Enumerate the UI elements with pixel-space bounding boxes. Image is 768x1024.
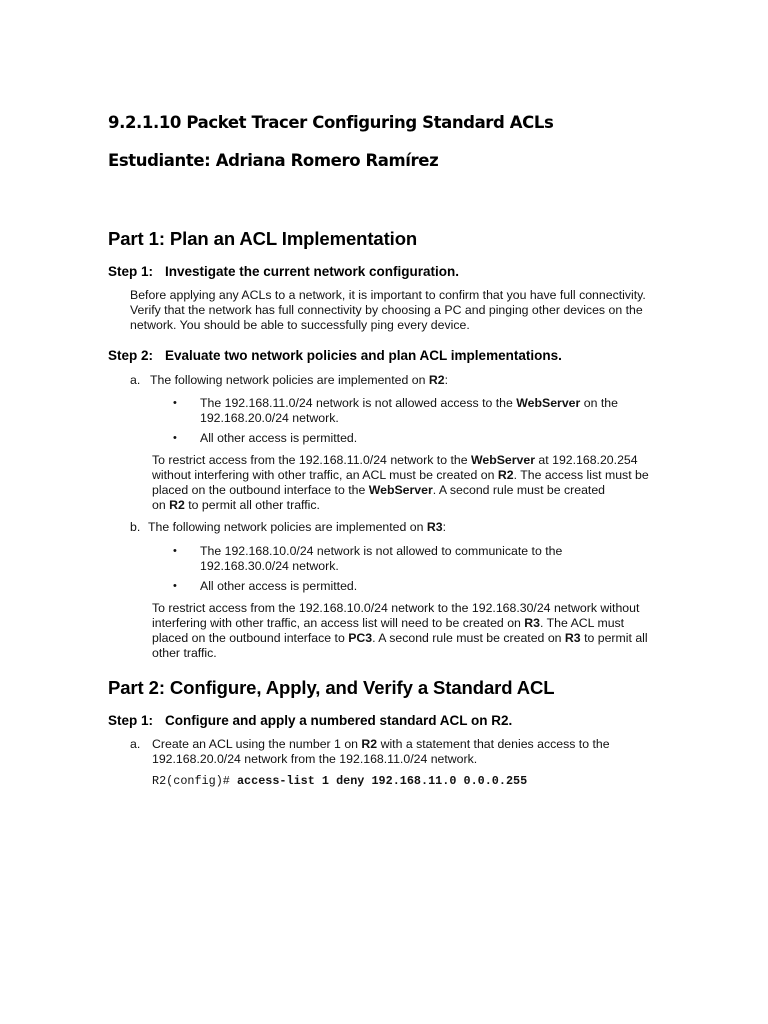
part1-step2-heading: [108, 348, 562, 363]
step-title: Evaluate two network policies and plan ACL implementations.: [165, 348, 562, 363]
paragraph-line: placed on the outbound interface to PC3. A second rule must be created on R3 to permit all: [152, 631, 648, 645]
paragraph-line: interfering with other traffic, an access list will need to be created on R3. The ACL must: [152, 616, 625, 630]
cli-command: access-list 1 deny 192.168.11.0 0.0.0.255: [229, 774, 528, 788]
list-text: The following network policies are implemented on R2:: [150, 373, 449, 387]
bullet-text: The 192.168.11.0/24 network is not allowed access to the WebServer on the 192.168.20.0/24 network.: [200, 396, 618, 425]
paragraph-line: To restrict access from the 192.168.10.0/24 network to the 192.168.30/24 network without: [152, 601, 640, 615]
list-item-a: [130, 373, 630, 388]
bullet-item: [173, 396, 633, 426]
cli-command-line: [152, 774, 527, 788]
part1-step2-b-paragraph: [152, 601, 648, 661]
paragraph-line: network. You should be able to successfully ping every device.: [130, 318, 470, 332]
list-label: a.: [130, 737, 141, 751]
cli-prompt: R2(config)#: [152, 774, 230, 788]
paragraph-line: Verify that the network has full connectivity by choosing a PC and pinging other devices on the: [130, 303, 643, 317]
bullet-text: The 192.168.10.0/24 network is not allowed to communicate to the 192.168.30.0/24 network.: [200, 544, 563, 573]
part1-step1-heading: [108, 264, 459, 279]
list-item-a: [130, 737, 630, 767]
bullet-item: [173, 431, 633, 446]
paragraph-line: Before applying any ACLs to a network, it is important to confirm that you have full connectivity.: [130, 288, 646, 302]
list-text: The following network policies are implemented on R3:: [148, 520, 447, 534]
part2-step1-heading: [108, 713, 512, 728]
paragraph-line: other traffic.: [152, 646, 217, 660]
bullet-icon: •: [173, 397, 177, 409]
part1-step1-paragraph: [130, 288, 646, 333]
paragraph-line: To restrict access from the 192.168.11.0/24 network to the WebServer at 192.168.20.254: [152, 453, 638, 467]
list-label: b.: [130, 520, 141, 534]
step-title: Investigate the current network configuration.: [165, 264, 460, 279]
step-label: Step 1:: [108, 264, 154, 279]
step-label: Step 2:: [108, 348, 154, 363]
bullet-text: All other access is permitted.: [200, 579, 358, 593]
paragraph-line: without interfering with other traffic, an ACL must be created on R2. The access list must be: [152, 468, 649, 482]
paragraph-line: placed on the outbound interface to the WebServer. A second rule must be created: [152, 483, 606, 497]
document-title: 9.2.1.10 Packet Tracer Configuring Standard ACLs: [108, 113, 554, 132]
list-label: a.: [130, 373, 141, 387]
bullet-item: [173, 544, 633, 574]
list-text: Create an ACL using the number 1 on R2 with a statement that denies access to the 192.168.20.0/24 network from the 192.168.11.0/24 network.: [152, 737, 610, 766]
student-name: Estudiante: Adriana Romero Ramírez: [108, 151, 439, 170]
step-label: Step 1:: [108, 713, 154, 728]
bullet-text: All other access is permitted.: [200, 431, 358, 445]
paragraph-line: on R2 to permit all other traffic.: [152, 498, 320, 512]
list-item-b: [130, 520, 630, 535]
bullet-icon: •: [173, 432, 177, 444]
bullet-item: [173, 579, 633, 594]
part2-heading: Part 2: Configure, Apply, and Verify a Standard ACL: [108, 677, 555, 698]
part1-step2-a-paragraph: [152, 453, 649, 513]
bullet-icon: •: [173, 545, 177, 557]
part1-heading: Part 1: Plan an ACL Implementation: [108, 228, 418, 249]
bullet-icon: •: [173, 580, 177, 592]
step-title: Configure and apply a numbered standard ACL on R2.: [165, 713, 513, 728]
